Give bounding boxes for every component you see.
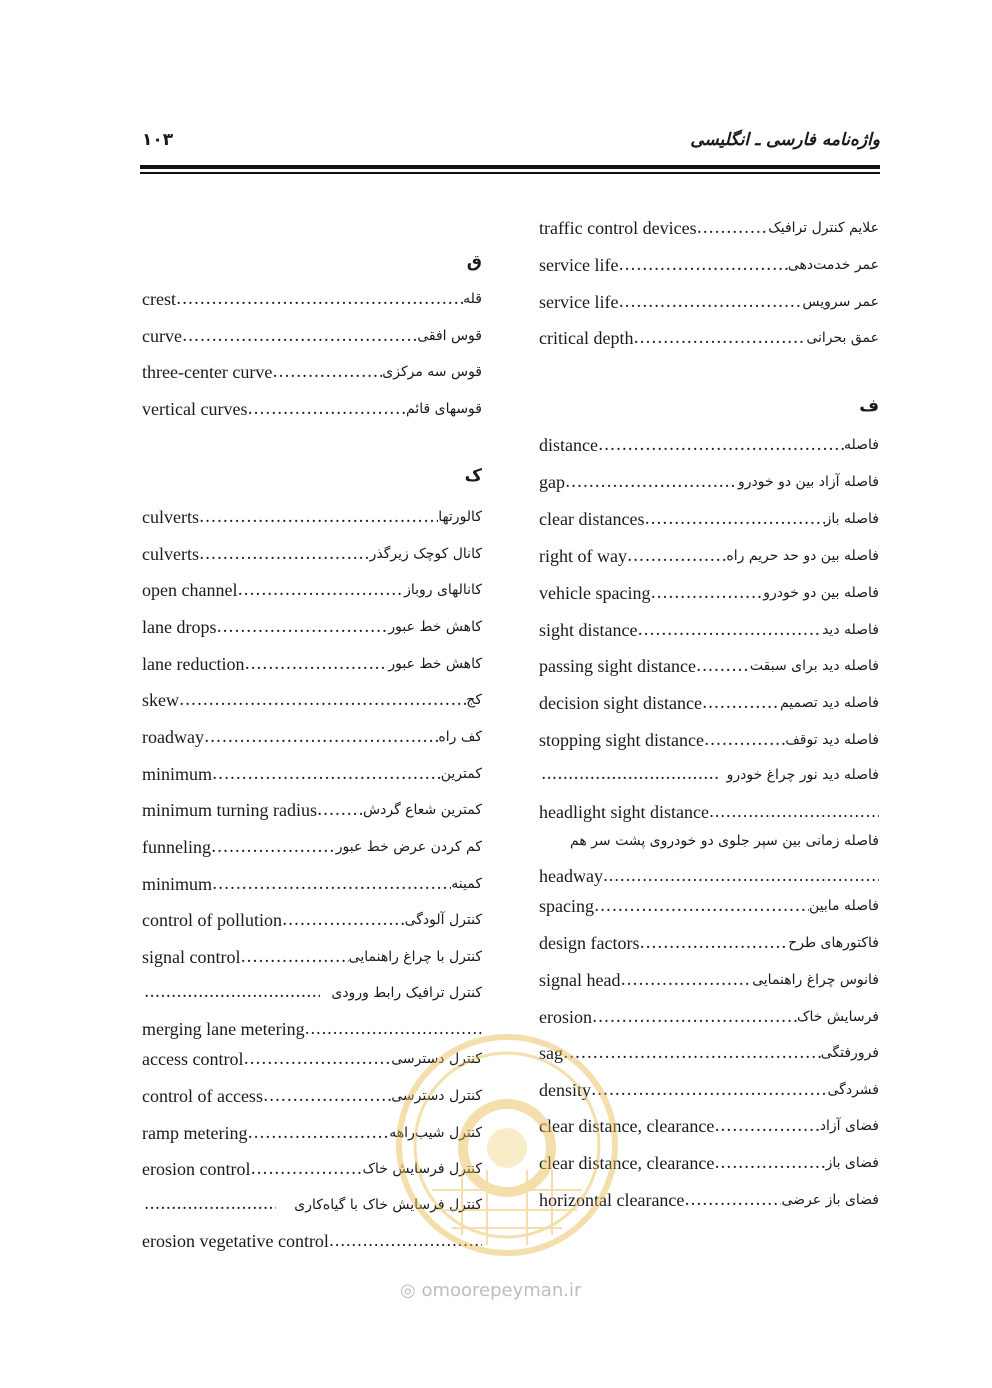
leader-dots xyxy=(618,290,802,314)
entry-english: traffic control devices xyxy=(539,218,697,238)
leader-dots xyxy=(603,864,879,888)
glossary-entry xyxy=(142,322,482,348)
entry-english: lane reduction xyxy=(142,654,245,674)
leader-dots xyxy=(179,688,466,712)
entry-english: design factors xyxy=(539,933,640,953)
leader-dots xyxy=(644,507,824,531)
entry-persian: فاصله دید تصمیم xyxy=(779,695,879,711)
glossary-entry xyxy=(142,796,482,822)
entry-persian: فشردگی xyxy=(827,1082,879,1098)
leader-dots xyxy=(247,1121,389,1145)
glossary-entry xyxy=(142,576,482,602)
leader-dots xyxy=(709,800,879,824)
glossary-entry xyxy=(142,760,482,786)
leader-dots xyxy=(317,798,363,822)
right-column xyxy=(539,0,879,1388)
entry-english: curve xyxy=(142,326,182,346)
leader-dots xyxy=(212,762,441,786)
glossary-entry xyxy=(539,324,879,350)
glossary-entry xyxy=(539,616,879,642)
entry-english: horizontal clearance xyxy=(539,1190,685,1210)
entry-english: clear distance, clearance xyxy=(539,1153,715,1173)
glossary-entry xyxy=(142,1155,482,1181)
leader-dots xyxy=(272,360,382,384)
leader-dots xyxy=(199,542,370,566)
entry-persian: فاصله آزاد بین دو خودرو xyxy=(738,474,879,490)
glossary-entry xyxy=(142,540,482,566)
leader-dots xyxy=(263,1084,391,1108)
glossary-entry xyxy=(539,1076,879,1102)
leader-dots xyxy=(176,287,463,311)
leader-dots xyxy=(329,1229,482,1253)
glossary-entry xyxy=(539,798,879,824)
running-header-title: واژه‌نامه فارسی ـ انگلیسی xyxy=(690,130,880,150)
leader-dots xyxy=(620,968,752,992)
leader-dots xyxy=(697,216,769,240)
leader-dots xyxy=(247,397,406,421)
leader-dots xyxy=(627,544,726,568)
glossary-entry xyxy=(142,1045,482,1071)
glossary-entry xyxy=(539,726,879,752)
entry-persian: کنترل دسترسی xyxy=(391,1088,482,1104)
entry-persian: فرورفتگی xyxy=(820,1045,879,1061)
glossary-entry xyxy=(539,892,879,918)
leader-dots xyxy=(243,1047,391,1071)
entry-persian: فضای آزاد xyxy=(819,1118,879,1134)
left-column xyxy=(142,0,482,1388)
entry-english: crest xyxy=(142,289,176,309)
entry-persian: عمر سرویس xyxy=(802,294,879,310)
section-letter-qaf: ق xyxy=(466,252,482,272)
leader-dots xyxy=(244,652,388,676)
entry-english: culverts xyxy=(142,507,199,527)
entry-persian: فاصله زمانی بین سپر جلوی دو خودروی پشت سر هم xyxy=(570,833,879,849)
glossary-entry xyxy=(142,1227,482,1253)
entry-persian: کنترل آلودگی xyxy=(404,912,482,928)
leader-dots xyxy=(211,835,336,859)
entry-persian: فاصله دید نور چراغ خودرو xyxy=(726,767,879,783)
entry-persian: فاصله بین دو حد حریم راه xyxy=(726,548,879,564)
entry-english: headway xyxy=(539,866,603,886)
entry-persian: فضای باز عرضی xyxy=(781,1192,879,1208)
entry-english: skew xyxy=(142,690,179,710)
glossary-entry xyxy=(142,1015,482,1041)
footer-watermark xyxy=(400,1280,581,1301)
glossary-entry xyxy=(539,431,879,457)
glossary-entry xyxy=(539,1149,879,1175)
entry-english: open channel xyxy=(142,580,238,600)
entry-english: lane drops xyxy=(142,617,217,637)
entry-persian: فاصله xyxy=(844,437,879,453)
watermark-logo-icon: ◎ xyxy=(400,1280,416,1301)
entry-english: service life xyxy=(539,292,619,312)
leader-dots xyxy=(639,931,788,955)
glossary-entry xyxy=(539,652,879,678)
entry-english: signal control xyxy=(142,947,241,967)
entry-english: stopping sight distance xyxy=(539,730,704,750)
entry-persian: کمترین xyxy=(440,766,482,782)
entry-persian: فاصله مابین xyxy=(809,898,879,914)
entry-english: decision sight distance xyxy=(539,693,702,713)
glossary-entry xyxy=(142,613,482,639)
leader-dots xyxy=(305,1017,482,1041)
leader-dots xyxy=(565,470,738,494)
entry-english: spacing xyxy=(539,896,594,916)
entry-persian: کنترل دسترسی xyxy=(391,1051,482,1067)
leader-dots xyxy=(714,1151,825,1175)
leader-dots xyxy=(704,728,785,752)
entry-persian: کانال کوچک زیرگذر xyxy=(369,546,482,562)
entry-persian: کاهش خط عبور xyxy=(388,656,482,672)
entry-persian: فاکتورهای طرح xyxy=(788,935,879,951)
entry-english: minimum turning radius xyxy=(142,800,317,820)
entry-persian: کنترل فرسایش خاک با گیاه‌کاری xyxy=(294,1197,482,1213)
glossary-entry xyxy=(539,689,879,715)
leader-dots xyxy=(541,762,719,788)
entry-persian: کنترل شیب‌راهه xyxy=(389,1125,482,1141)
entry-english: service life xyxy=(539,255,619,275)
leader-dots xyxy=(199,505,438,529)
entry-english: clear distances xyxy=(539,509,645,529)
entry-english: erosion control xyxy=(142,1159,251,1179)
section-letter-kaf: ک xyxy=(464,466,482,486)
leader-dots xyxy=(182,324,417,348)
leader-dots xyxy=(637,618,822,642)
entry-persian: کج xyxy=(466,692,482,708)
entry-english: minimum xyxy=(142,874,213,894)
entry-english: signal head xyxy=(539,970,621,990)
glossary-entry xyxy=(539,579,879,605)
glossary-entry xyxy=(142,1082,482,1108)
glossary-entry xyxy=(539,966,879,992)
section-letter-fe: ف xyxy=(859,396,879,416)
leader-dots xyxy=(212,872,451,896)
entry-persian: کمترین شعاع گردش xyxy=(363,802,482,818)
leader-dots xyxy=(563,1041,821,1065)
entry-persian: قله xyxy=(463,291,482,307)
entry-english: control of access xyxy=(142,1086,263,1106)
glossary-entry xyxy=(142,358,482,384)
entry-persian: قوس افقی xyxy=(417,328,482,344)
leader-dots xyxy=(714,1114,819,1138)
leader-dots xyxy=(594,894,809,918)
entry-persian: فاصله دید xyxy=(822,622,879,638)
glossary-entry xyxy=(539,251,879,277)
entry-english: control of pollution xyxy=(142,910,282,930)
entry-persian: کم کردن عرض خط عبور xyxy=(335,839,482,855)
leader-dots xyxy=(598,433,844,457)
entry-persian: فاصله دید برای سبقت xyxy=(749,658,879,674)
entry-english: access control xyxy=(142,1049,244,1069)
glossary-entry xyxy=(142,1119,482,1145)
glossary-entry xyxy=(142,870,482,896)
glossary-entry xyxy=(539,505,879,531)
entry-persian: عمر خدمت‌دهی xyxy=(787,257,879,273)
page-number: ۱۰۳ xyxy=(142,130,174,150)
leader-dots xyxy=(592,1005,797,1029)
entry-english: gap xyxy=(539,472,565,492)
glossary-entry xyxy=(142,906,482,932)
entry-english: right of way xyxy=(539,546,627,566)
glossary-entry xyxy=(539,862,879,888)
entry-persian: قوسهای قائم xyxy=(406,401,482,417)
glossary-entry xyxy=(142,503,482,529)
entry-english: passing sight distance xyxy=(539,656,696,676)
entry-persian: کنترل ترافیک رابط ورودی xyxy=(331,985,482,1001)
glossary-entry xyxy=(539,1039,879,1065)
glossary-entry xyxy=(142,395,482,421)
leader-dots xyxy=(204,725,438,749)
entry-persian: فانوس چراغ راهنمایی xyxy=(752,972,879,988)
glossary-entry xyxy=(539,288,879,314)
entry-persian: علایم کنترل ترافیک xyxy=(768,220,879,236)
glossary-entry xyxy=(142,833,482,859)
entry-english: ramp metering xyxy=(142,1123,248,1143)
glossary-entry xyxy=(539,1186,879,1212)
leader-dots xyxy=(702,691,780,715)
glossary-entry xyxy=(539,1112,879,1138)
leader-dots xyxy=(282,908,405,932)
leader-dots xyxy=(633,326,806,350)
glossary-entry xyxy=(539,1003,879,1029)
entry-english: minimum xyxy=(142,764,213,784)
leader-dots xyxy=(684,1188,781,1212)
glossary-entry xyxy=(539,468,879,494)
glossary-entry xyxy=(142,943,482,969)
entry-persian: کف راه xyxy=(438,729,482,745)
entry-persian: کنترل با چراغ راهنمایی xyxy=(348,949,482,965)
entry-english: vertical curves xyxy=(142,399,248,419)
entry-english: erosion xyxy=(539,1007,592,1027)
entry-persian: کانالهای روباز xyxy=(404,582,482,598)
entry-persian: فاصله باز xyxy=(824,511,879,527)
entry-persian: فرسایش خاک xyxy=(796,1009,879,1025)
entry-english: vehicle spacing xyxy=(539,583,651,603)
entry-persian: فاصله بین دو خودرو xyxy=(763,585,879,601)
entry-english: erosion vegetative control xyxy=(142,1231,329,1251)
leader-dots xyxy=(618,253,787,277)
leader-dots xyxy=(237,578,404,602)
leader-dots xyxy=(240,945,348,969)
glossary-entry xyxy=(142,686,482,712)
leader-dots xyxy=(216,615,388,639)
entry-persian: قوس سه مرکزی xyxy=(382,364,482,380)
leader-dots xyxy=(144,980,320,1006)
entry-persian: کالورتها xyxy=(438,509,482,525)
entry-english: critical depth xyxy=(539,328,634,348)
entry-english: distance xyxy=(539,435,598,455)
leader-dots xyxy=(591,1078,828,1102)
entry-english: funneling xyxy=(142,837,211,857)
glossary-entry xyxy=(539,542,879,568)
entry-english: sight distance xyxy=(539,620,638,640)
glossary-entry xyxy=(142,285,482,311)
glossary-entry xyxy=(539,214,879,240)
entry-english: culverts xyxy=(142,544,199,564)
entry-english: clear distance, clearance xyxy=(539,1116,715,1136)
leader-dots xyxy=(144,1192,276,1218)
footer-watermark-text: omoorepeyman.ir xyxy=(421,1280,582,1301)
entry-english: merging lane metering xyxy=(142,1019,305,1039)
leader-dots xyxy=(696,654,750,678)
entry-persian: کاهش خط عبور xyxy=(388,619,482,635)
entry-english: roadway xyxy=(142,727,204,747)
entry-persian: فضای باز xyxy=(825,1155,879,1171)
entry-persian: کمینه xyxy=(451,876,482,892)
entry-persian: فاصله دید توقف xyxy=(785,732,879,748)
glossary-entry xyxy=(142,723,482,749)
entry-english: headlight sight distance xyxy=(539,802,709,822)
entry-persian: کنترل فرسایش خاک xyxy=(362,1161,482,1177)
entry-english: density xyxy=(539,1080,591,1100)
glossary-entry xyxy=(539,929,879,955)
entry-english: sag xyxy=(539,1043,563,1063)
glossary-entry xyxy=(142,650,482,676)
entry-english: three-center curve xyxy=(142,362,273,382)
leader-dots xyxy=(650,581,763,605)
leader-dots xyxy=(250,1157,362,1181)
entry-persian: عمق بحرانی xyxy=(806,330,879,346)
